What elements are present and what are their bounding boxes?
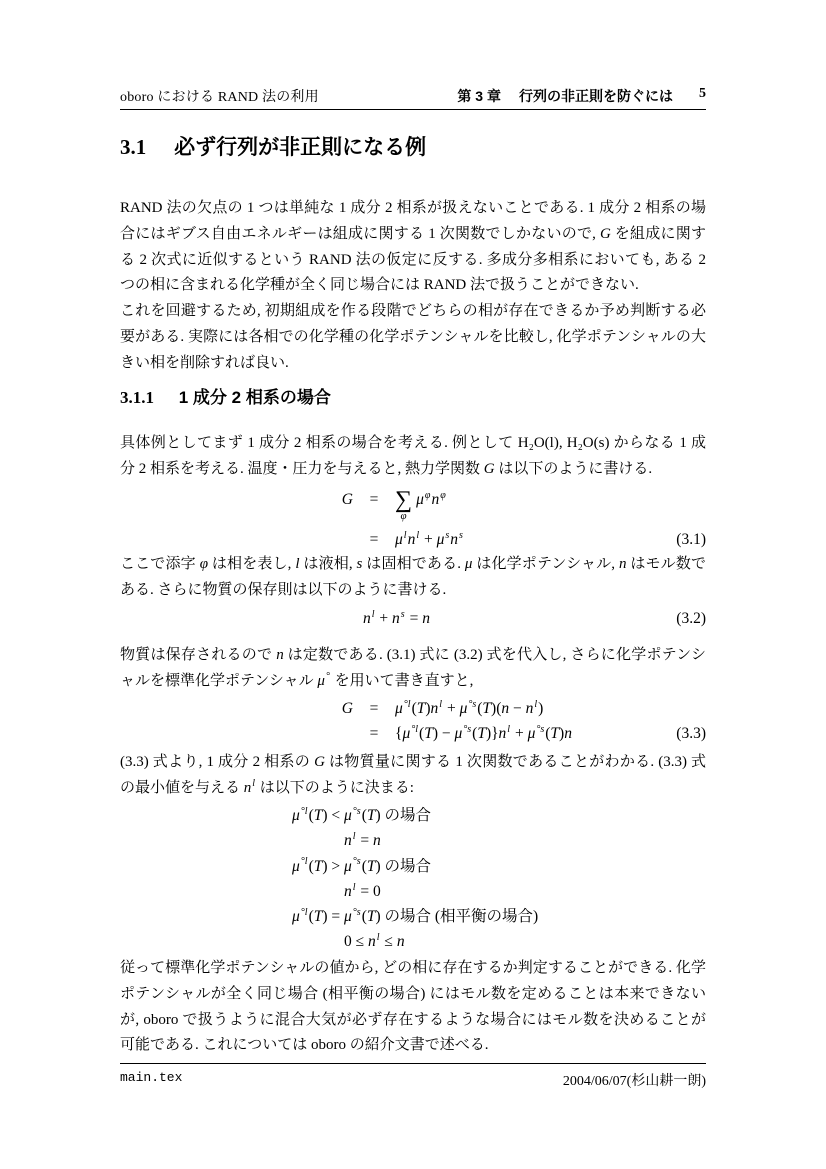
section-number: 3.1	[120, 135, 147, 159]
case-condition-solid: $\mu^{^\circ l}(T) > \mu^{^\circ s}(T)$ の場合	[292, 856, 432, 875]
page-footer	[120, 1063, 706, 1090]
equation-rhs: $n^l + n^s = n$	[363, 608, 430, 627]
equation-3-3	[120, 696, 706, 746]
case-condition-equilibrium: $\mu^{^\circ l}(T) = \mu^{^\circ s}(T)$ の場合 (相平衡の場合)	[292, 907, 539, 926]
footer-date-author: 2004/06/07(杉山耕一朗)	[562, 1074, 706, 1089]
subsection-title: 1 成分 2 相系の場合	[178, 388, 331, 407]
equation-line	[120, 484, 706, 522]
case-result-liquid: $n^l = n$	[344, 831, 381, 850]
header-page-number: 5	[699, 86, 706, 101]
equation-number: (3.2)	[676, 610, 706, 627]
header-chapter-title: 行列の非正則を防ぐには	[519, 88, 673, 104]
equation-line	[120, 606, 706, 631]
header-chapter-info	[457, 86, 706, 106]
section-title: 必ず行列が非正則になる例	[174, 136, 427, 159]
equation-number: (3.1)	[676, 531, 706, 548]
equation-relation: =	[369, 725, 379, 742]
paragraph-avoidance: これを回避するため, 初期組成を作る段階でどちらの相が存在できるか予め判断する必要がある. 実際には各相での化学種の化学ポテンシャルを比較し, 化学ポテンシャルの大きい相を削除すれば良い.	[120, 303, 706, 371]
equation-rhs: ∑ φ $\mu^\varphi n^\varphi$	[395, 487, 446, 522]
equation-line	[120, 527, 706, 552]
case-list	[120, 803, 706, 955]
paragraph-example-h2o: 具体例としてまず 1 成分 2 相系の場合を考える. 例として H₂O(l), H₂O(s) からなる 1 成分 2 相系を考える. 温度・圧力を与えると, 熱力学関数 G は以下のように書ける.	[120, 435, 706, 477]
equation-rhs: $\{\mu^{^\circ l}(T) - \mu^{^\circ s}(T)\}n^l + \mu^{^\circ s}(T)n$	[395, 723, 572, 742]
paragraph-rand-drawback: RAND 法の欠点の 1 つは単純な 1 成分 2 相系が扱えないことである. 1 成分 2 相系の場合にはギブス自由エネルギーは組成に関する 1 次関数でしかないので, G を組成に関する 2 次式に近似するという RAND 法の仮定に反する. 多成分多相系においても, ある 2 つの相に含まれる化学種が全く同じ場合には RAND 法で扱うことができない.	[120, 200, 706, 294]
header-running-title: oboro における RAND 法の利用	[120, 90, 319, 105]
case-condition-liquid: $\mu^{^\circ l}(T) < \mu^{^\circ s}(T)$ の場合	[292, 805, 432, 824]
header-chapter-number: 第 3 章	[457, 88, 501, 104]
subsection-number: 3.1.1	[120, 388, 154, 407]
equation-relation: =	[369, 491, 379, 509]
equation-line	[120, 696, 706, 721]
case-result-solid: $n^l = 0$	[344, 881, 381, 900]
paragraph-linear-function: (3.3) 式より, 1 成分 2 相系の G は物質量に関する 1 次関数であることがわかる. (3.3) 式の最小値を与える $n^l$ は以下のように決まる:	[120, 754, 706, 796]
equation-rhs: $\mu^{^\circ l}(T)n^l + \mu^{^\circ s}(T)(n - n^l)$	[395, 698, 544, 717]
case-result-equilibrium: $0 \le n^l \le n$	[344, 932, 405, 951]
equation-3-1	[120, 484, 706, 552]
equation-3-2	[120, 606, 706, 631]
equation-line	[120, 721, 706, 746]
footer-filename: main.tex	[120, 1070, 183, 1085]
paragraph-substitution: 物質は保存されるので n は定数である. (3.1) 式に (3.2) 式を代入し, さらに化学ポテンシャルを標準化学ポテンシャル μ° を用いて書き直すと,	[120, 647, 706, 689]
page-header	[120, 84, 706, 110]
paragraph-symbols: ここで添字 φ は相を表し, l は液相, s は固相である. μ は化学ポテンシャル, n はモル数である. さらに物質の保存則は以下のように書ける.	[120, 556, 706, 598]
equation-relation: =	[369, 531, 379, 548]
equation-relation: =	[369, 700, 379, 717]
subsection-heading	[120, 383, 706, 408]
equation-number: (3.3)	[676, 725, 706, 742]
equation-rhs: $\mu^ln^l + \mu^sn^s$	[395, 529, 463, 548]
equation-lhs: G	[341, 700, 353, 717]
section-heading	[120, 131, 706, 161]
paragraph-conclusion: 従って標準化学ポテンシャルの値から, どの相に存在するか判定することができる. 化学ポテンシャルが全く同じ場合 (相平衡の場合) にはモル数を定めることは本来できないが, oboro で扱うように混合大気が必ず存在するような場合にはモル数を決めることが可能である. これについては oboro の紹介文書で述べる.	[120, 960, 706, 1054]
equation-lhs: G	[341, 491, 353, 509]
